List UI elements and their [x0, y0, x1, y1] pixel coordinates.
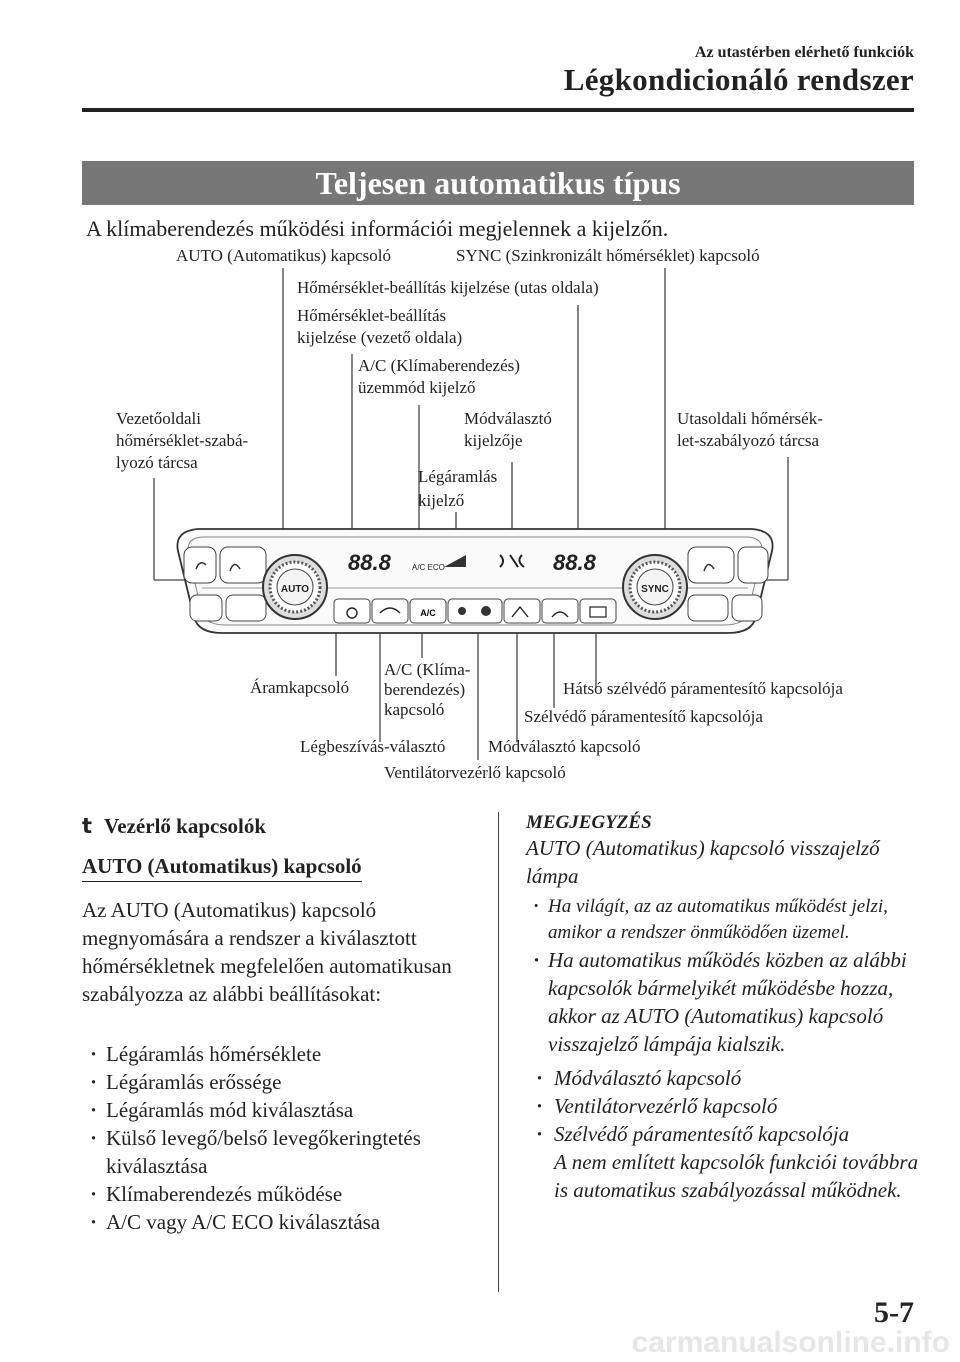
label-driver-dial: Vezetőoldali hőmérséklet-szabá- lyozó tárcsa [116, 409, 249, 472]
label-airflow-indicator: Légáramlás kijelző [418, 467, 498, 510]
body-paragraph: Az AUTO (Automatikus) kapcsoló megnyomására a rendszer a kiválasztott hőmérsékletnek megfelelően automatikusan szabályozza az alábbi beállításokat: [82, 898, 452, 1006]
label-rear-defrost: Hátsó szélvédő páramentesítő kapcsolója [563, 679, 843, 698]
label-temp-driver: Hőmérséklet-beállítás kijelzése (vezető oldala) [297, 306, 463, 347]
note-sub-item: · Módválasztó kapcsoló [526, 1064, 926, 1092]
page-number: 5-7 [874, 1296, 914, 1329]
list-item: · Légáramlás erőssége [82, 1068, 482, 1096]
label-fan-switch: Ventilátorvezérlő kapcsoló [384, 763, 566, 782]
watermark: carmanualsonline.info [631, 1326, 950, 1359]
note-box [526, 812, 926, 1204]
header-section: Az utastérben elérhető funkciók [694, 44, 914, 61]
climate-control-panel [168, 525, 782, 637]
auto-button[interactable]: AUTO [280, 584, 310, 595]
note-sub-item: · Szélvédő páramentesítő kapcsolója [526, 1120, 926, 1148]
list-item: · Külső levegő/belső levegőkeringtetés kiválasztása [82, 1124, 482, 1180]
label-intake-selector: Légbeszívás-választó [300, 737, 446, 756]
ac-button[interactable]: A/C [420, 608, 436, 618]
label-temp-passenger: Hőmérséklet-beállítás kijelzése (utas oldala) [297, 278, 599, 297]
list-item: · Légáramlás mód kiválasztása [82, 1096, 482, 1124]
auto-settings-list [82, 1040, 482, 1236]
passenger-temp-display: 88.8 [553, 550, 596, 575]
note-subheading: AUTO (Automatikus) kapcsoló visszajelző lámpa [526, 836, 880, 888]
section-heading: t Vezérlő kapcsolók [82, 814, 267, 838]
label-ac-switch: A/C (Klíma- berendezés) kapcsoló [384, 660, 471, 719]
list-item: · Légáramlás hőmérséklete [82, 1040, 482, 1068]
driver-temp-dial[interactable] [263, 555, 327, 619]
label-passenger-dial: Utasoldali hőmérsék- let-szabályozó tárcsa [677, 409, 823, 450]
note-item: · Ha világít, az az automatikus működést jelzi, amikor a rendszer önműködően üzemel. [526, 894, 926, 946]
note-heading: MEGJEGYZÉS [526, 812, 652, 833]
label-mode-switch: Módválasztó kapcsoló [488, 737, 641, 756]
label-ac-mode-indicator: A/C (Klímaberendezés) üzemmód kijelző [358, 356, 520, 397]
ac-mode-display: A/C ECO [412, 563, 445, 572]
list-item: · Klímaberendezés működése [82, 1180, 482, 1208]
intro-text: A klímaberendezés működési információi megjelennek a kijelzőn. [86, 216, 669, 241]
page-title: Légkondicionáló rendszer [563, 62, 914, 97]
label-auto-switch: AUTO (Automatikus) kapcsoló [176, 246, 391, 265]
subsection-heading: AUTO (Automatikus) kapcsoló [82, 852, 362, 882]
note-item: · Ha automatikus működés közben az alábbi kapcsolók bármelyikét működésbe hozza, akkor az AUTO (Automatikus) kapcsoló visszajelző lámpája kialszik. [526, 946, 926, 1058]
sync-button[interactable]: SYNC [641, 584, 669, 595]
note-sub-item: · Ventilátorvezérlő kapcsoló [526, 1092, 926, 1120]
section-banner: Teljesen automatikus típus [82, 161, 914, 205]
driver-temp-display: 88.8 [348, 550, 391, 575]
note-closing: A nem említett kapcsolók funkciói továbbra is automatikus szabályozással működnek. [554, 1150, 919, 1202]
label-sync-switch: SYNC (Szinkronizált hőmérséklet) kapcsoló [456, 246, 760, 265]
section-mark: t [82, 814, 93, 838]
label-mode-indicator: Módválasztó kijelzője [464, 409, 552, 450]
column-divider [498, 812, 499, 1292]
label-power-switch: Áramkapcsoló [250, 678, 350, 697]
list-item: · A/C vagy A/C ECO kiválasztása [82, 1208, 482, 1236]
bottom-button-row[interactable] [334, 599, 616, 623]
label-defrost: Szélvédő páramentesítő kapcsolója [524, 707, 763, 726]
passenger-temp-dial[interactable] [623, 555, 687, 619]
